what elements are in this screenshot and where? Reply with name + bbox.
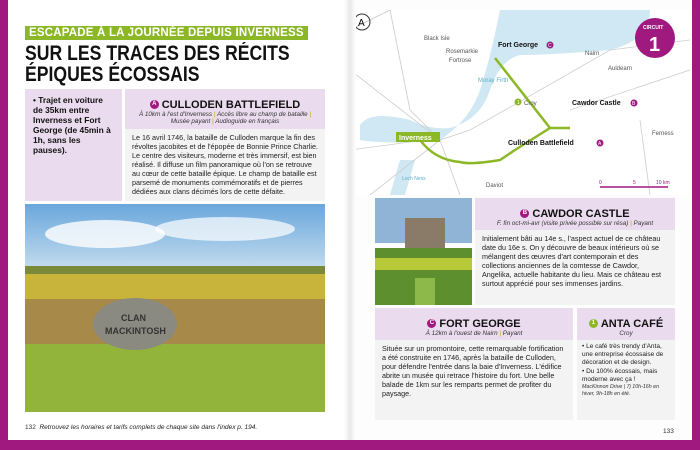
north-arrow-icon: A: [358, 18, 365, 29]
cawdor-meta: F. fin oct-mi-avr (visite privée possible sur résa) | Payant: [496, 219, 654, 227]
fort-george-text: Située sur un promontoire, cette remarquable fortification a été construite en 1746, après la bataille de Culloden, pour défendre l'entrée dans la baie d'Inverness. L'édifice abrite un musée qui retrace l'histoire du fort. Une belle balade de 1km sur les remparts permet de profiter du paysage.: [382, 344, 564, 398]
anta-cafe-box: [577, 308, 675, 420]
svg-text:Fort George: Fort George: [498, 42, 539, 49]
fort-george-meta: À 12km à l'ouest de Nairn | Payant: [425, 329, 523, 337]
cawdor-box: [475, 198, 675, 305]
fort-george-title: FORT GEORGE: [439, 317, 521, 330]
anta-title: ANTA CAFÉ: [600, 317, 664, 330]
title-line-1: SUR LES TRACES DES RÉCITS: [25, 42, 290, 65]
circuit-number: 1: [649, 34, 661, 56]
svg-text:Culloden Battlefield: Culloden Battlefield: [508, 140, 574, 147]
svg-text:Nairn: Nairn: [585, 51, 600, 57]
cawdor-title: CAWDOR CASTLE: [532, 207, 630, 220]
fort-george-box: [375, 308, 573, 420]
marker-1-badge: 1: [589, 319, 598, 328]
culloden-box: [125, 89, 325, 201]
svg-text:1: 1: [517, 100, 520, 106]
left-page: [8, 0, 350, 440]
anta-meta: Croy: [619, 329, 633, 337]
book-spine: [344, 0, 356, 440]
anta-text: • Le café très trendy d'Anta, une entreprise écossaise de décoration et de design. • Du 100% écossais, mais moderne avec ça ! MacKinnon Drive | 7j 10h-16h en hiver, 9h-18h en été.: [582, 343, 664, 397]
svg-text:0: 0: [599, 180, 602, 186]
footer-note: Retrouvez les horaires et tarifs complets de chaque site dans l'index p. 194.: [39, 424, 258, 431]
footer: [25, 424, 257, 432]
svg-text:A: A: [598, 141, 602, 147]
svg-text:Black Isle: Black Isle: [424, 36, 450, 42]
svg-text:MACKINTOSH: MACKINTOSH: [105, 326, 166, 336]
route-map: [350, 10, 690, 195]
svg-text:Moray Firth: Moray Firth: [478, 78, 509, 84]
svg-text:Fortrose: Fortrose: [449, 58, 472, 64]
svg-text:Auldearn: Auldearn: [608, 66, 633, 72]
map-label-inverness: Inverness: [399, 135, 432, 142]
page-title: [25, 43, 290, 85]
page-number: 133: [663, 428, 674, 435]
marker-a-badge: A: [150, 100, 159, 109]
culloden-title: CULLODEN BATTLEFIELD: [161, 98, 301, 111]
svg-text:Ferness: Ferness: [652, 131, 674, 137]
svg-text:5: 5: [633, 180, 636, 186]
cawdor-photo: [375, 198, 472, 305]
culloden-text: Le 16 avril 1746, la bataille de Culloden marque la fin des révoltes jacobites et de l'épopée de Bonnie Prince Charlie. Le centre des visiteurs, moderne et très immersif, est bien réalisé. Il diffuse un film panoramique où l'on se retrouve au cœur de cette bataille épique. Le champ de bataille est parsemé de monuments commémoratifs et de pierres dédiées aux clans décimés lors de cette défaite.: [132, 132, 318, 196]
cawdor-text: Initialement bâti au 14e s., l'aspect actuel de ce château date du 16e s. On y découvre de beaux intérieurs où se mélangent des œuvres d'art contemporain et des collections anciennes de la comtesse de Cawdor, Angelika, actuelle habitante du lieu. Mais ce château est surtout apprécié pour ses immenses jardins.: [482, 234, 662, 288]
trip-info-box: • Trajet en voiture de 35km entre Inverness et Fort George (de 45min à 1h, sans les pauses).: [25, 89, 122, 201]
section-tag: ESCAPADE À LA JOURNÉE DEPUIS INVERNESS: [25, 26, 308, 40]
svg-text:Loch Ness: Loch Ness: [402, 176, 426, 182]
svg-text:10 km: 10 km: [656, 180, 670, 186]
svg-text:Rosemarkie: Rosemarkie: [446, 49, 479, 55]
marker-b-badge: B: [520, 209, 529, 218]
title-line-2: ÉPIQUES ÉCOSSAIS: [25, 63, 200, 86]
culloden-photo: [25, 204, 325, 412]
culloden-meta: À 10km à l'est d'Inverness | Accès libre au champ de bataille | Musée payant | Audioguide en français: [138, 110, 312, 125]
svg-text:Daviot: Daviot: [486, 183, 504, 189]
svg-text:C: C: [548, 43, 552, 49]
svg-text:B: B: [632, 101, 636, 107]
marker-c-badge: C: [427, 319, 436, 328]
page-number: 132: [25, 424, 36, 431]
circuit-label: CIRCUIT: [643, 25, 664, 31]
stone-inscription: CLAN: [121, 313, 146, 323]
right-page: [350, 0, 692, 440]
svg-text:Croy: Croy: [524, 101, 537, 107]
svg-text:Cawdor Castle: Cawdor Castle: [572, 100, 621, 107]
